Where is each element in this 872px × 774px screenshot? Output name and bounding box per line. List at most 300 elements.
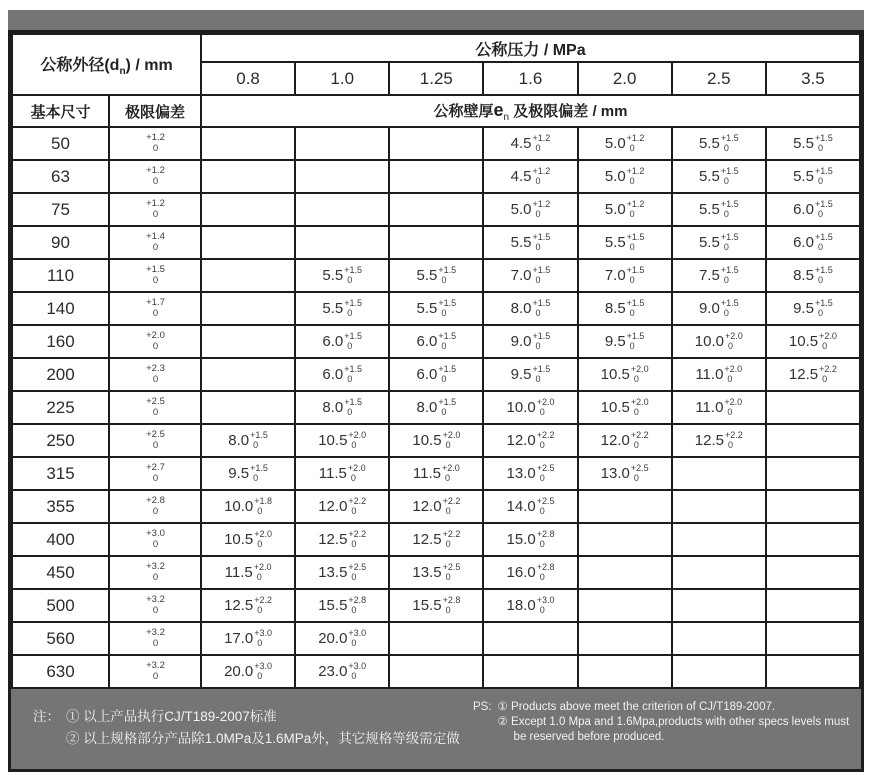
tolerance-stack: +2.3 0 [146,363,165,385]
thickness-value: 8.0 [228,432,250,449]
thickness-value: 10.5 [318,432,348,449]
cell-wall-thickness [295,193,389,226]
cell-wall-thickness [578,325,672,358]
thickness-value: 8.0 [322,399,344,416]
cell-wall-thickness [483,622,577,655]
cell-nominal-diameter: 140 [12,292,109,325]
tolerance-stack: +1.2 0 [146,165,165,187]
tolerance-stack: +2.0 0 [724,331,743,351]
thickness-value: 13.5 [412,564,442,581]
cell-wall-thickness [766,556,860,589]
thickness-value: 5.0 [510,201,532,218]
tolerance-stack: +3.0 0 [348,628,367,648]
cell-wall-thickness [295,259,389,292]
tolerance-stack: +2.2 0 [348,529,367,549]
thickness-value: 11.5 [224,564,253,581]
thickness-value: 5.0 [604,168,626,185]
tolerance-stack: +1.5 0 [626,331,645,351]
cell-wall-thickness [672,457,766,490]
cell-wall-thickness [201,457,295,490]
cell-wall-thickness [389,292,483,325]
cell-wall-thickness [578,226,672,259]
tolerance-stack: +1.7 0 [146,297,165,319]
thickness-value: 6.0 [322,366,344,383]
thickness-value: 23.0 [318,663,348,680]
cell-wall-thickness [578,589,672,622]
cell-wall-thickness [578,622,672,655]
thickness-value: 4.5 [510,135,532,152]
col-header-basic-size: 基本尺寸 [12,95,109,127]
thickness-value: 20.0 [318,630,348,647]
cell-wall-thickness [578,424,672,457]
cell-limit-deviation [109,391,201,424]
table-header [12,34,860,127]
cell-wall-thickness [766,457,860,490]
cell-wall-thickness [389,358,483,391]
cell-wall-thickness [201,490,295,523]
tolerance-stack: +2.5 0 [630,463,649,483]
col-header-pressure-value: 2.5 [672,62,766,95]
thickness-value: 20.0 [224,663,254,680]
note-line: ② 以上规格部分产品除1.0MPa及1.6MPa外，其它规格等级需定做 [66,731,460,746]
cell-wall-thickness [672,127,766,160]
thickness-value: 5.5 [416,300,438,317]
cell-wall-thickness [578,457,672,490]
note-en-lines [498,700,855,745]
cell-wall-thickness [672,424,766,457]
tolerance-stack: +1.5 0 [344,265,363,285]
thickness-symbol-sub: n [503,111,510,123]
tolerance-stack: +2.0 0 [630,364,649,384]
tolerance-stack: +1.5 0 [814,232,833,252]
col-header-pressure-value: 1.6 [483,62,577,95]
tolerance-stack: +1.5 0 [814,265,833,285]
note-line: ① Products above meet the criterion of CJ/T189-2007. [497,701,776,713]
tolerance-stack: +1.2 0 [532,166,551,186]
cell-wall-thickness [483,325,577,358]
tolerance-stack: +2.8 0 [348,595,367,615]
tolerance-stack: +1.2 0 [626,166,645,186]
cell-wall-thickness [389,325,483,358]
cell-limit-deviation [109,655,201,688]
thickness-value: 9.5 [604,333,626,350]
table-row [12,160,860,193]
cell-limit-deviation [109,556,201,589]
col-header-limit-deviation: 极限偏差 [109,95,201,127]
thickness-value: 12.5 [224,597,254,614]
thickness-value: 18.0 [506,597,536,614]
top-gray-bar [8,10,864,30]
tolerance-stack: +1.5 0 [720,298,739,318]
tolerance-stack: +3.2 0 [146,594,165,616]
thickness-value: 10.0 [694,333,724,350]
thickness-value: 15.5 [318,597,348,614]
tolerance-stack: +2.8 0 [442,595,461,615]
cell-wall-thickness [201,589,295,622]
table-row [12,391,860,424]
thickness-value: 15.5 [412,597,442,614]
cell-wall-thickness [389,424,483,457]
tolerance-stack: +2.2 0 [348,496,367,516]
cell-nominal-diameter: 500 [12,589,109,622]
cell-wall-thickness [672,358,766,391]
cell-wall-thickness [295,358,389,391]
thickness-value: 6.0 [322,333,344,350]
cell-wall-thickness [766,523,860,556]
cell-wall-thickness [201,556,295,589]
tolerance-stack: +1.5 0 [344,397,363,417]
cell-wall-thickness [201,391,295,424]
thickness-value: 12.5 [412,531,442,548]
col-header-pressure-value: 2.0 [578,62,672,95]
cell-limit-deviation [109,259,201,292]
thickness-value: 12.0 [506,432,536,449]
tolerance-stack: +1.2 0 [532,199,551,219]
cell-wall-thickness [389,193,483,226]
cell-wall-thickness [201,523,295,556]
cell-wall-thickness [766,160,860,193]
thickness-value: 6.0 [416,333,438,350]
thickness-value: 8.5 [793,267,814,284]
tolerance-stack: +1.5 0 [814,298,833,318]
thickness-value: 10.5 [788,333,819,350]
cell-wall-thickness [672,160,766,193]
cell-wall-thickness [389,556,483,589]
tolerance-stack: +2.0 0 [146,330,165,352]
thickness-value: 12.0 [318,498,348,515]
cell-wall-thickness [766,391,860,424]
cell-wall-thickness [295,391,389,424]
cell-wall-thickness [201,424,295,457]
cell-wall-thickness [295,292,389,325]
cell-wall-thickness [672,490,766,523]
cell-wall-thickness [672,556,766,589]
cell-wall-thickness [483,292,577,325]
cell-wall-thickness [483,193,577,226]
tolerance-stack: +1.4 0 [146,231,165,253]
cell-wall-thickness [578,160,672,193]
table-row [12,523,860,556]
cell-limit-deviation [109,292,201,325]
thickness-value: 12.5 [318,531,348,548]
tolerance-stack: +1.5 0 [720,166,739,186]
tolerance-stack: +2.5 0 [146,429,165,451]
thickness-value: 12.0 [412,498,442,515]
note-english [473,689,861,745]
tolerance-stack: +1.2 0 [626,199,645,219]
thickness-value: 9.5 [510,366,532,383]
cell-wall-thickness [766,424,860,457]
tolerance-stack: +2.0 0 [819,331,837,351]
tolerance-stack: +2.2 0 [724,430,743,450]
tolerance-stack: +1.5 0 [438,397,457,417]
cell-wall-thickness [483,358,577,391]
thickness-value: 9.0 [510,333,532,350]
cell-nominal-diameter: 50 [12,127,109,160]
tolerance-stack: +3.0 0 [254,661,273,681]
thickness-value: 5.5 [793,168,814,185]
cell-wall-thickness [483,160,577,193]
cell-limit-deviation [109,226,201,259]
thickness-symbol: e [493,99,504,120]
thickness-value: 9.5 [793,300,814,317]
tolerance-stack: +2.5 0 [536,463,555,483]
tolerance-stack: +2.2 0 [254,595,273,615]
thickness-value: 12.5 [788,366,819,383]
cell-wall-thickness [201,226,295,259]
cell-nominal-diameter: 160 [12,325,109,358]
note-chinese [11,689,473,750]
cell-wall-thickness [672,325,766,358]
tolerance-stack: +2.5 0 [536,496,555,516]
thickness-value: 5.5 [698,168,720,185]
cell-wall-thickness [295,424,389,457]
cell-wall-thickness [295,622,389,655]
cell-nominal-diameter: 560 [12,622,109,655]
col-header-wall-thickness [201,95,860,127]
thickness-value: 10.5 [600,399,630,416]
note-cn-lines [66,706,473,750]
cell-wall-thickness [766,490,860,523]
cell-limit-deviation [109,424,201,457]
thickness-value: 5.5 [698,234,720,251]
col-header-pressure-value: 3.5 [766,62,860,95]
cell-wall-thickness [766,226,860,259]
thickness-label-pre: 公称壁厚 [433,102,494,120]
cell-wall-thickness [766,193,860,226]
tolerance-stack: +1.5 0 [720,199,739,219]
thickness-value: 10.5 [412,432,442,449]
cell-limit-deviation [109,457,201,490]
thickness-value: 13.0 [600,465,630,482]
cell-wall-thickness [201,325,295,358]
spec-table-container [8,30,864,772]
diameter-label-pre: 公称外径(d [40,56,120,74]
cell-nominal-diameter: 225 [12,391,109,424]
tolerance-stack: +1.5 0 [814,199,833,219]
tolerance-stack: +2.2 0 [442,529,461,549]
table-row [12,193,860,226]
spec-table [11,33,861,689]
cell-wall-thickness [483,127,577,160]
tolerance-stack: +1.5 0 [438,298,457,318]
cell-wall-thickness [295,490,389,523]
tolerance-stack: +1.5 0 [626,265,645,285]
thickness-value: 10.0 [224,498,254,515]
cell-wall-thickness [578,193,672,226]
thickness-value: 5.5 [510,234,532,251]
cell-wall-thickness [766,358,860,391]
tolerance-stack: +1.5 0 [344,298,363,318]
cell-wall-thickness [483,589,577,622]
cell-nominal-diameter: 63 [12,160,109,193]
cell-limit-deviation [109,127,201,160]
cell-nominal-diameter: 200 [12,358,109,391]
cell-nominal-diameter: 90 [12,226,109,259]
tolerance-stack: +2.5 0 [442,562,461,582]
cell-wall-thickness [672,589,766,622]
tolerance-stack: +3.0 0 [254,628,273,648]
tolerance-stack: +2.8 0 [536,562,555,582]
cell-nominal-diameter: 630 [12,655,109,688]
thickness-value: 5.5 [322,300,344,317]
note-line: ① 以上产品执行CJ/T189-2007标准 [66,709,277,724]
col-header-nominal-pressure: 公称压力 / MPa [201,34,860,62]
thickness-value: 15.0 [506,531,536,548]
thickness-value: 10.5 [600,366,630,383]
tolerance-stack: +1.5 0 [250,463,268,483]
thickness-value: 8.5 [604,300,626,317]
cell-wall-thickness [483,655,577,688]
cell-wall-thickness [295,226,389,259]
tolerance-stack: +2.2 0 [630,430,649,450]
cell-wall-thickness [295,523,389,556]
cell-nominal-diameter: 315 [12,457,109,490]
cell-wall-thickness [201,292,295,325]
thickness-value: 7.0 [510,267,532,284]
cell-nominal-diameter: 450 [12,556,109,589]
tolerance-stack: +1.5 0 [532,364,551,384]
cell-wall-thickness [389,457,483,490]
cell-wall-thickness [389,655,483,688]
cell-wall-thickness [672,226,766,259]
cell-limit-deviation [109,490,201,523]
tolerance-stack: +1.2 0 [146,198,165,220]
tolerance-stack: +1.5 0 [344,331,363,351]
tolerance-stack: +2.0 0 [348,430,367,450]
diameter-label-post: ) / mm [125,56,173,74]
cell-wall-thickness [389,226,483,259]
cell-wall-thickness [672,292,766,325]
cell-wall-thickness [672,523,766,556]
cell-wall-thickness [766,292,860,325]
note-cn-label: 注： [33,709,60,724]
cell-wall-thickness [483,424,577,457]
cell-wall-thickness [766,325,860,358]
cell-nominal-diameter: 250 [12,424,109,457]
table-row [12,127,860,160]
thickness-value: 10.0 [506,399,536,416]
thickness-value: 9.0 [698,300,720,317]
diameter-label-sub: n [119,66,126,78]
header-row-1 [12,34,860,62]
cell-wall-thickness [295,160,389,193]
tolerance-stack: +3.0 0 [348,661,367,681]
cell-wall-thickness [389,127,483,160]
tolerance-stack: +2.0 0 [724,364,743,384]
cell-limit-deviation [109,523,201,556]
cell-wall-thickness [483,556,577,589]
cell-wall-thickness [389,622,483,655]
tolerance-stack: +1.5 0 [438,265,457,285]
col-header-pressure-value: 1.25 [389,62,483,95]
cell-wall-thickness [295,589,389,622]
thickness-value: 11.0 [695,366,724,383]
tolerance-stack: +2.0 0 [442,430,461,450]
thickness-value: 16.0 [506,564,536,581]
cell-wall-thickness [389,160,483,193]
cell-wall-thickness [483,226,577,259]
cell-wall-thickness [578,523,672,556]
table-row [12,325,860,358]
cell-limit-deviation [109,622,201,655]
thickness-value: 5.5 [698,201,720,218]
thickness-value: 13.5 [318,564,348,581]
thickness-value: 5.5 [416,267,438,284]
cell-nominal-diameter: 75 [12,193,109,226]
cell-wall-thickness [672,391,766,424]
thickness-value: 14.0 [506,498,536,515]
cell-wall-thickness [483,457,577,490]
thickness-value: 11.5 [412,465,441,482]
thickness-value: 8.0 [510,300,532,317]
tolerance-stack: +2.2 0 [819,364,837,384]
thickness-value: 12.0 [600,432,630,449]
cell-wall-thickness [578,391,672,424]
tolerance-stack: +1.5 0 [250,430,268,450]
tolerance-stack: +3.0 0 [146,528,165,550]
tolerance-stack: +1.5 0 [626,298,645,318]
tolerance-stack: +1.5 0 [814,133,833,153]
table-row [12,424,860,457]
table-row [12,622,860,655]
tolerance-stack: +2.0 0 [536,397,555,417]
tolerance-stack: +2.8 0 [536,529,555,549]
tolerance-stack: +1.8 0 [254,496,273,516]
cell-nominal-diameter: 400 [12,523,109,556]
tolerance-stack: +2.8 0 [146,495,165,517]
tolerance-stack: +1.5 0 [146,264,165,286]
thickness-value: 10.5 [224,531,254,548]
cell-wall-thickness [295,655,389,688]
tolerance-stack: +2.0 0 [347,463,366,483]
cell-nominal-diameter: 110 [12,259,109,292]
tolerance-stack: +1.5 0 [720,133,739,153]
cell-wall-thickness [295,127,389,160]
tolerance-stack: +2.5 0 [146,396,165,418]
thickness-value: 13.0 [506,465,536,482]
tolerance-stack: +1.2 0 [146,132,165,154]
cell-wall-thickness [578,490,672,523]
col-header-pressure-value: 1.0 [295,62,389,95]
thickness-value: 6.0 [793,234,814,251]
thickness-value: 5.5 [322,267,344,284]
cell-wall-thickness [389,523,483,556]
tolerance-stack: +1.5 0 [532,232,551,252]
tolerance-stack: +2.2 0 [442,496,461,516]
cell-wall-thickness [766,655,860,688]
thickness-value: 6.0 [416,366,438,383]
note-line: ② Except 1.0 Mpa and 1.6Mpa,products with other specs levels must be reserved before produced. [497,716,850,743]
tolerance-stack: +2.2 0 [536,430,555,450]
tolerance-stack: +3.2 0 [146,627,165,649]
thickness-value: 5.0 [604,201,626,218]
thickness-value: 12.5 [694,432,724,449]
cell-wall-thickness [201,358,295,391]
table-row [12,490,860,523]
thickness-value: 7.5 [698,267,720,284]
thickness-value: 8.0 [416,399,438,416]
tolerance-stack: +1.5 0 [626,232,645,252]
table-row [12,358,860,391]
cell-limit-deviation [109,193,201,226]
thickness-value: 4.5 [510,168,532,185]
thickness-value: 6.0 [793,201,814,218]
cell-wall-thickness [483,523,577,556]
cell-limit-deviation [109,325,201,358]
cell-wall-thickness [766,259,860,292]
table-row [12,457,860,490]
